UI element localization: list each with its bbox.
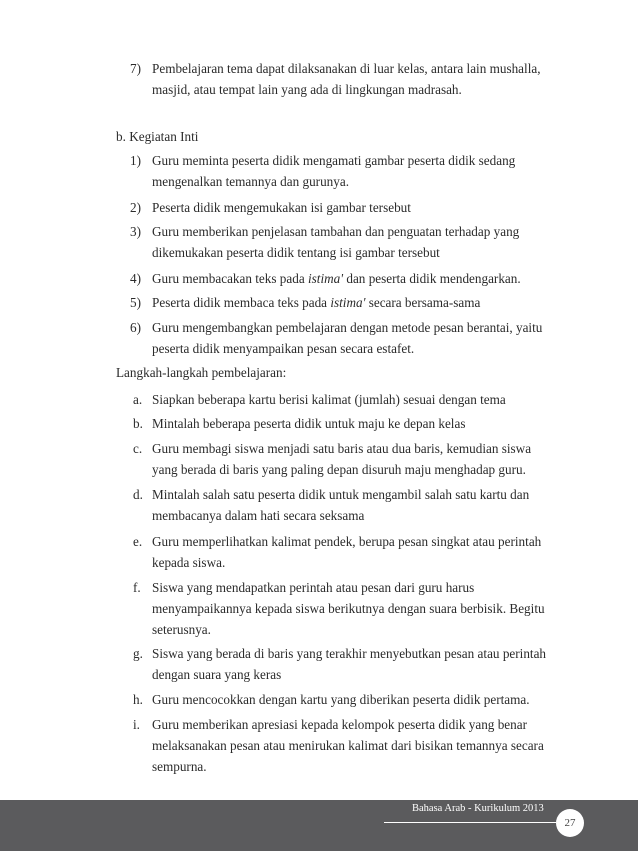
list-item-text [152, 714, 576, 777]
item-number: e. [133, 534, 143, 549]
list-item-text [152, 643, 576, 685]
list-item-text [152, 221, 576, 263]
text-line: dikemukakan peserta didik tentang isi gambar tersebut [152, 245, 440, 260]
text-line [152, 292, 576, 313]
text-line: Peserta didik mengemukakan isi gambar tersebut [152, 200, 411, 215]
list-item [130, 58, 141, 79]
item-number: 7) [130, 61, 141, 76]
item-number: i. [133, 717, 140, 732]
text-line: membacanya dalam hati secara seksama [152, 508, 365, 523]
italic-term: istima' [330, 295, 366, 310]
item-number: 2) [130, 200, 141, 215]
text-line: sempurna. [152, 759, 207, 774]
text-line: peserta didik menyampaikan pesan secara estafet. [152, 341, 415, 356]
item-number: 1) [130, 153, 141, 168]
text-line: dengan suara yang keras [152, 667, 282, 682]
text-span: Guru membacakan teks pada [152, 271, 308, 286]
page-number: 27 [556, 809, 584, 837]
text-line: Guru memberikan apresiasi kepada kelompok peserta didik yang benar [152, 717, 527, 732]
item-number: 6) [130, 320, 141, 335]
text-span: dan peserta didik mendengarkan. [343, 271, 521, 286]
item-number: d. [133, 487, 143, 502]
item-number: 5) [130, 295, 141, 310]
text-span: secara bersama-sama [365, 295, 481, 310]
item-number: 4) [130, 271, 141, 286]
list-item-text [152, 531, 576, 573]
text-line: Guru memberikan penjelasan tambahan dan penguatan terhadap yang [152, 224, 520, 239]
italic-term: istima' [308, 271, 344, 286]
text-line: mengenalkan temannya dan gurunya. [152, 174, 350, 189]
text-line: Siswa yang mendapatkan perintah atau pesan dari guru harus [152, 580, 475, 595]
text-line: Guru mengembangkan pembelajaran dengan metode pesan berantai, yaitu [152, 320, 543, 335]
section-heading: Langkah-langkah pembelajaran: [116, 365, 287, 380]
item-number: 3) [130, 224, 141, 239]
footer-divider [384, 822, 556, 823]
text-line: masjid, atau tempat lain yang ada di lingkungan madrasah. [152, 82, 462, 97]
item-number: f. [133, 580, 141, 595]
list-item-text [152, 58, 576, 100]
list-item-text [152, 438, 576, 480]
text-line: Mintalah salah satu peserta didik untuk mengambil salah satu kartu dan [152, 487, 530, 502]
item-number: a. [133, 392, 143, 407]
text-line: seterusnya. [152, 622, 211, 637]
text-line: Guru meminta peserta didik mengamati gambar peserta didik sedang [152, 153, 516, 168]
text-line: melaksanakan pesan atau menirukan kalimat dari bisikan temannya secara [152, 738, 544, 753]
text-line: Siswa yang berada di baris yang terakhir menyebutkan pesan atau perintah [152, 646, 547, 661]
list-item-text [152, 577, 576, 640]
text-line: Pembelajaran tema dapat dilaksanakan di luar kelas, antara lain mushalla, [152, 61, 541, 76]
text-line: Guru memperlihatkan kalimat pendek, berupa pesan singkat atau perintah [152, 534, 542, 549]
list-item-text [152, 150, 576, 192]
item-number: b. [133, 416, 143, 431]
item-number: c. [133, 441, 143, 456]
text-line: yang berada di baris yang paling depan disuruh maju menghadap guru. [152, 462, 526, 477]
text-line: kepada siswa. [152, 555, 226, 570]
text-line: menyampaikannya kepada siswa berikutnya dengan suara berbisik. Begitu [152, 601, 545, 616]
text-line: Siapkan beberapa kartu berisi kalimat (jumlah) sesuai dengan tema [152, 392, 506, 407]
section-heading: b. Kegiatan Inti [116, 129, 199, 144]
text-line [152, 268, 576, 289]
item-number: h. [133, 692, 143, 707]
text-span: Peserta didik membaca teks pada [152, 295, 331, 310]
footer-title: Bahasa Arab - Kurikulum 2013 [412, 803, 544, 814]
list-item-text [152, 484, 576, 526]
text-line: Guru mencocokkan dengan kartu yang diberikan peserta didik pertama. [152, 692, 530, 707]
text-line: Mintalah beberapa peserta didik untuk maju ke depan kelas [152, 416, 466, 431]
item-number: g. [133, 646, 143, 661]
text-line: Guru membagi siswa menjadi satu baris atau dua baris, kemudian siswa [152, 441, 532, 456]
list-item-text [152, 317, 576, 359]
